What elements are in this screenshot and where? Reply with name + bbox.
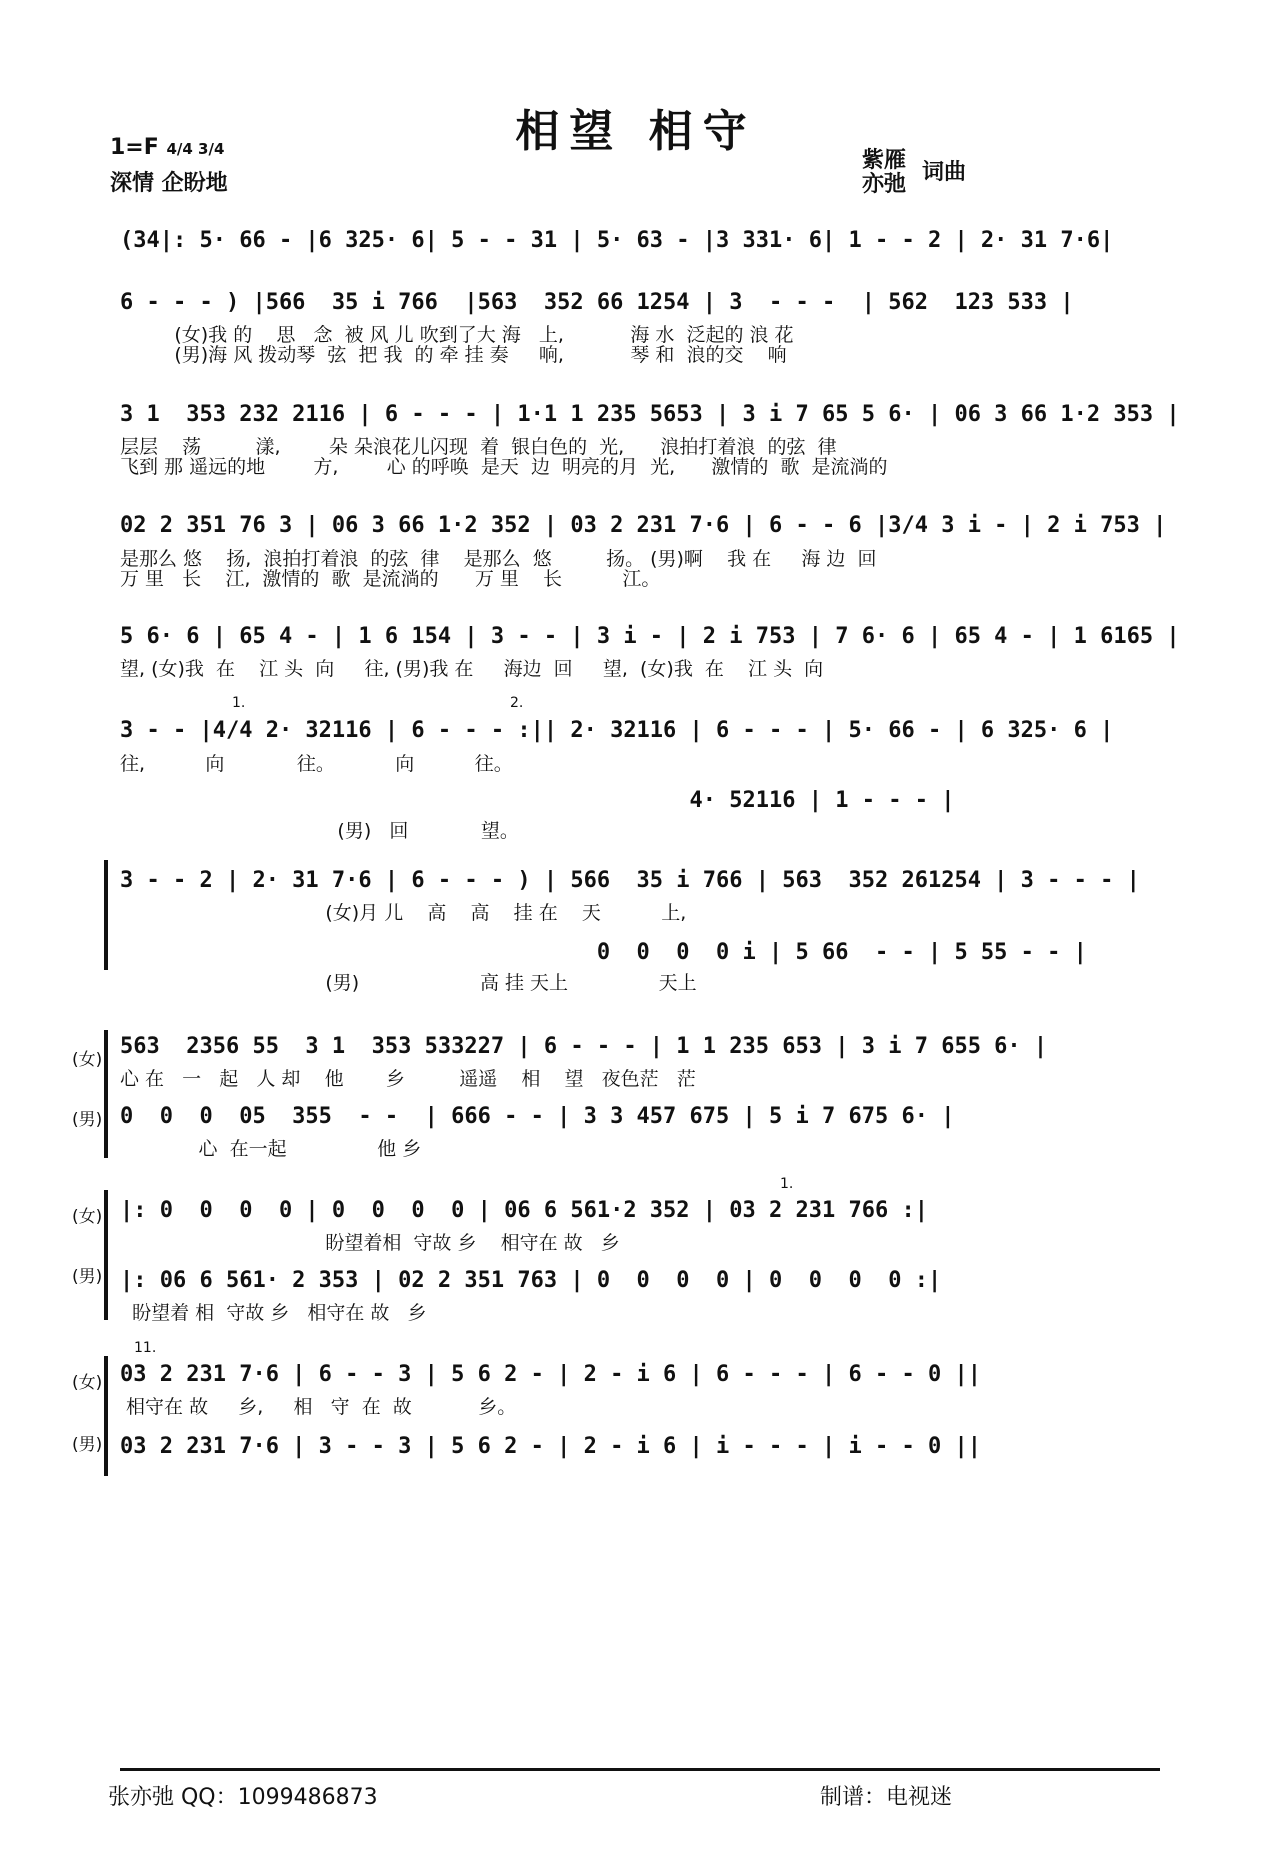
- key-signature: [110, 135, 224, 160]
- page-title: 相望 相守: [515, 106, 757, 157]
- score-row: 3 - - |4/4 2· 32116 | 6 - - - :|| 2· 32116 | 6 - - - | 5· 66 - | 6 325· 6 |: [120, 718, 1114, 743]
- lyric-line: 相守在 故 乡, 相 守 在 故 乡。: [120, 1396, 517, 1418]
- lyric-line: 往, 向 往。 向 往。: [120, 753, 513, 775]
- score-row: 03 2 231 7·6 | 6 - - 3 | 5 6 2 - | 2 - i 6 | 6 - - - | 6 - - 0 ||: [120, 1362, 981, 1387]
- score-row: 03 2 231 7·6 | 3 - - 3 | 5 6 2 - | 2 - i 6 | i - - - | i - - 0 ||: [120, 1434, 981, 1459]
- time-signatures: 4/4 3/4: [166, 140, 225, 158]
- credit-label: 词曲: [922, 160, 967, 185]
- lyric-line: (女)月 儿 高 高 挂 在 天 上,: [120, 902, 687, 924]
- lyric-line: 盼望着 相 守故 乡 相守在 故 乡: [120, 1302, 427, 1324]
- system-bracket: [104, 860, 108, 970]
- female-voice-label: (女): [72, 1373, 103, 1393]
- system-bracket: [104, 1190, 108, 1320]
- score-row: 6 - - - ) |566 35 i 766 |563 352 66 1254 | 3 - - - | 562 123 533 |: [120, 290, 1074, 315]
- lyric-line: 盼望着相 守故 乡 相守在 故 乡: [120, 1232, 620, 1254]
- lyric-line: 飞到 那 遥远的地 方, 心 的呼唤 是天 边 明亮的月 光, 激情的 歌 是流淌的: [120, 456, 888, 478]
- footer-divider: [120, 1768, 1160, 1771]
- lyric-line: (女)我 的 思 念 被 风 儿 吹到了大 海 上, 海 水 泛起的 浪 花: [120, 324, 794, 346]
- male-voice-label: (男): [72, 1110, 103, 1130]
- lyric-line: (男) 回 望。: [120, 820, 519, 842]
- footer-qq: 张亦弛 QQ：1099486873: [108, 1785, 378, 1810]
- expression-mark: 深情 企盼地: [110, 171, 228, 196]
- score-row: |: 0 0 0 0 | 0 0 0 0 | 06 6 561·2 352 | 03 2 231 766 :|: [120, 1198, 928, 1223]
- female-voice-label: (女): [72, 1050, 103, 1070]
- score-row: 0 0 0 05 355 - - | 666 - - | 3 3 457 675 | 5 i 7 675 6· |: [120, 1104, 955, 1129]
- score-row: 3 1 353 232 2116 | 6 - - - | 1·1 1 235 5653 | 3 i 7 65 5 6· | 06 3 66 1·2 353 |: [120, 402, 1180, 427]
- volta-1: 1.: [232, 695, 246, 711]
- score-row: 02 2 351 76 3 | 06 3 66 1·2 352 | 03 2 231 7·6 | 6 - - 6 |3/4 3 i - | 2 i 753 |: [120, 513, 1167, 538]
- female-voice-label: (女): [72, 1207, 103, 1227]
- lyric-line: 是那么 悠 扬, 浪拍打着浪 的弦 律 是那么 悠 扬。 (男)啊 我 在 海 边 回: [120, 548, 877, 570]
- lyricist: 紫雁: [862, 148, 907, 173]
- male-voice-label: (男): [72, 1267, 103, 1287]
- lyric-line: (男) 高 挂 天上 天上: [120, 972, 697, 994]
- score-row: 3 - - 2 | 2· 31 7·6 | 6 - - - ) | 566 35 i 766 | 563 352 261254 | 3 - - - |: [120, 868, 1140, 893]
- score-row: 0 0 0 0 i | 5 66 - - | 5 55 - - |: [120, 940, 1087, 965]
- score-row: |: 06 6 561· 2 353 | 02 2 351 763 | 0 0 0 0 | 0 0 0 0 :|: [120, 1268, 942, 1293]
- score-row: 563 2356 55 3 1 353 533227 | 6 - - - | 1 1 235 653 | 3 i 7 655 6· |: [120, 1034, 1048, 1059]
- footer-arranger: 制谱：电视迷: [820, 1785, 953, 1810]
- system-bracket: [104, 1356, 108, 1476]
- lyric-line: 望, (女)我 在 江 头 向 往, (男)我 在 海边 回 望, (女)我 在 江 头 向: [120, 658, 824, 680]
- volta-1-second: 1.: [780, 1176, 794, 1192]
- key-signature-text: 1=F: [110, 135, 159, 160]
- lyric-line: 心 在 一 起 人 却 他 乡 遥遥 相 望 夜色茫 茫: [120, 1068, 696, 1090]
- lyric-line: 心 在一起 他 乡: [120, 1138, 422, 1160]
- volta-11: 11.: [134, 1340, 157, 1356]
- lyric-line: (男)海 风 拨动琴 弦 把 我 的 牵 挂 奏 响, 琴 和 浪的交 响: [120, 344, 787, 366]
- male-voice-label: (男): [72, 1435, 103, 1455]
- lyric-line: 层层 荡 漾, 朵 朵浪花儿闪现 着 银白色的 光, 浪拍打着浪 的弦 律: [120, 436, 837, 458]
- score-row: (34|: 5· 66 - |6 325· 6| 5 - - 31 | 5· 63 - |3 331· 6| 1 - - 2 | 2· 31 7·6|: [120, 228, 1114, 253]
- lyric-line: 万 里 长 江, 激情的 歌 是流淌的 万 里 长 江。: [120, 568, 661, 590]
- score-row: 4· 52116 | 1 - - - |: [120, 788, 955, 813]
- system-bracket: [104, 1030, 108, 1158]
- volta-2: 2.: [510, 695, 524, 711]
- score-row: 5 6· 6 | 65 4 - | 1 6 154 | 3 - - | 3 i - | 2 i 753 | 7 6· 6 | 65 4 - | 1 6165 |: [120, 624, 1180, 649]
- composer: 亦弛: [862, 172, 907, 197]
